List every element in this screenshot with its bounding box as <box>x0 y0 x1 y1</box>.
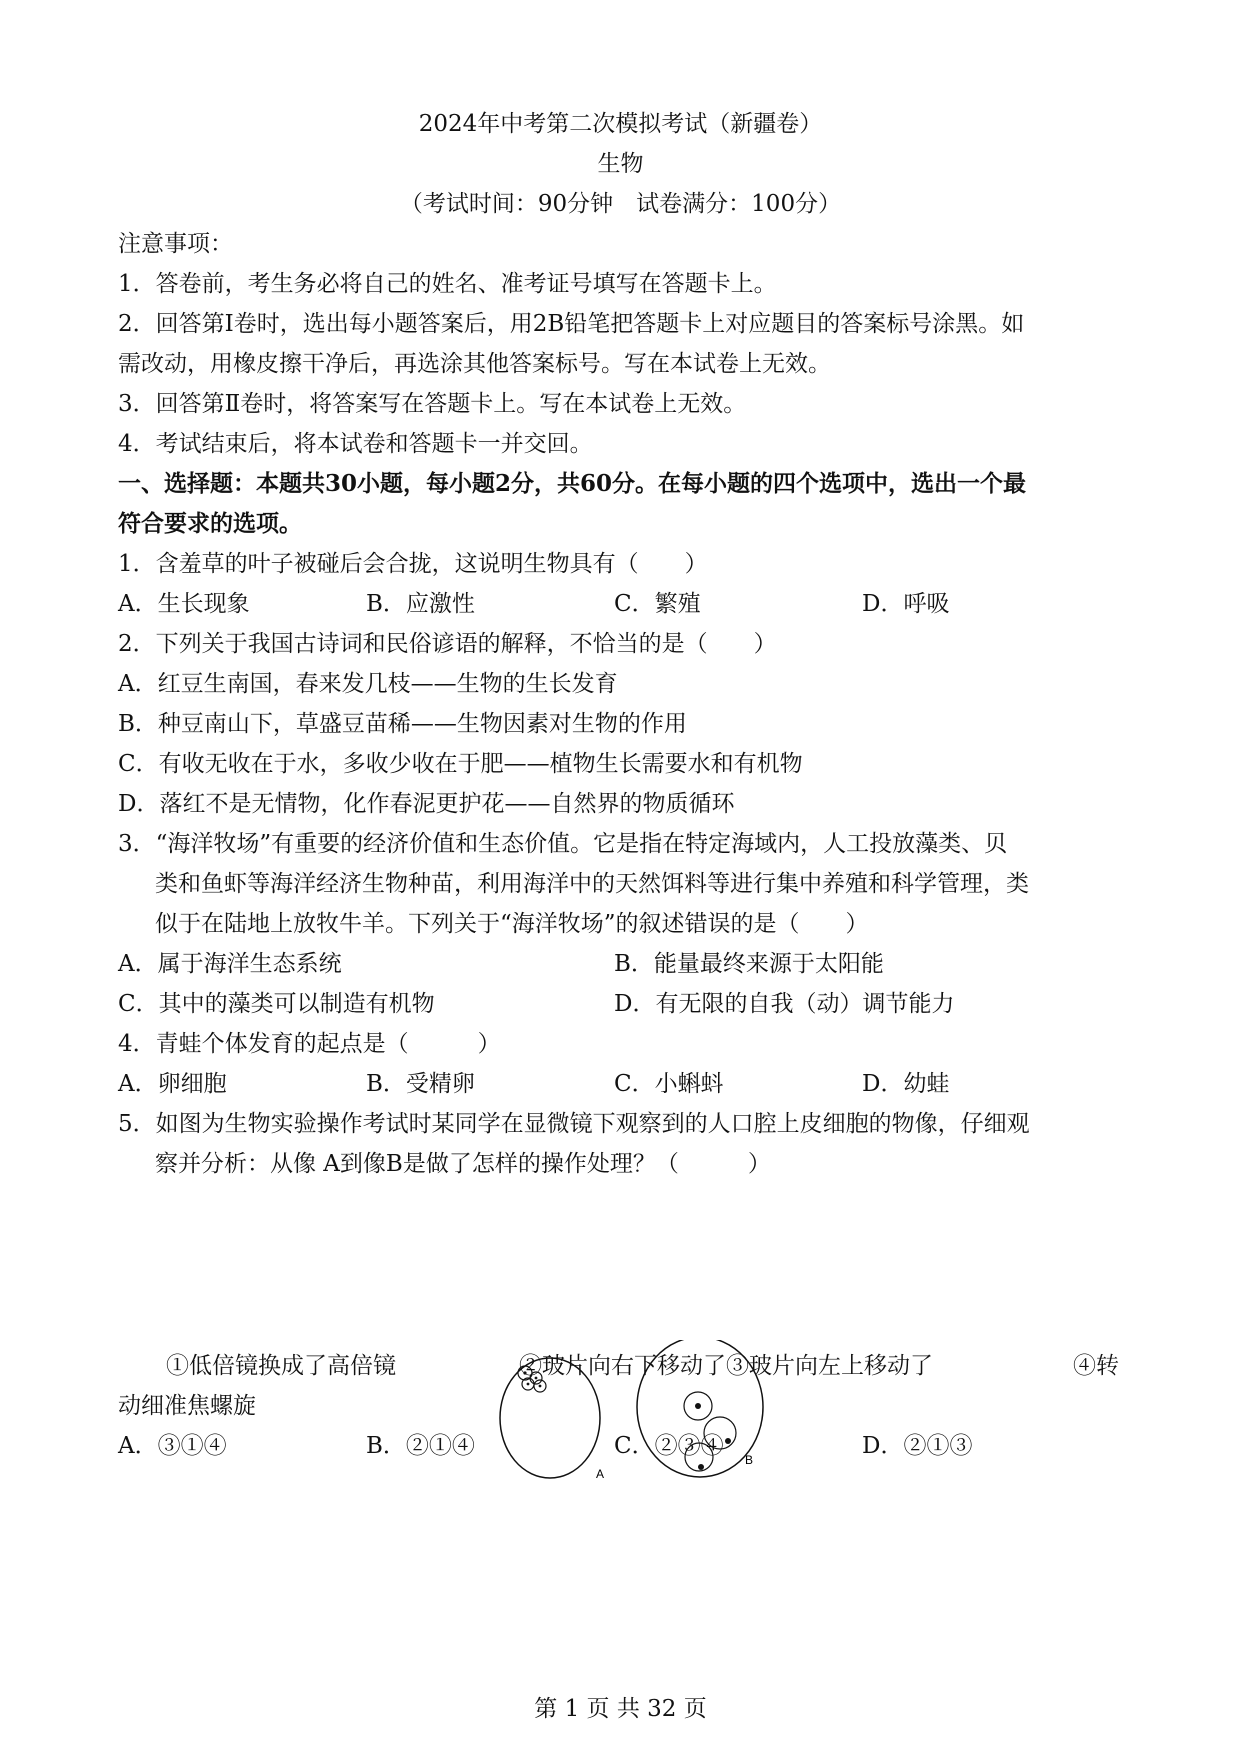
section-heading-a: 一、选择题：本题共30小题，每小题2分，共60分。在每小题的四个选项中，选出一个最 <box>118 470 1027 497</box>
q5-stem-2: 察并分析：从像 A到像B是做了怎样的操作处理？（ ） <box>155 1151 771 1177</box>
notice-item-4: 4．考试结束后，将本试卷和答题卡一并交回。 <box>118 431 593 457</box>
q2-option-c: C．有收无收在于水，多收少收在于肥——植物生长需要水和有机物 <box>118 751 803 777</box>
q3-option-c: C．其中的藻类可以制造有机物 <box>118 991 435 1017</box>
q1-option-a: A．生长现象 <box>118 591 250 617</box>
q5-option-b: B．②①④ <box>366 1433 475 1459</box>
q1-option-c: C．繁殖 <box>614 591 701 617</box>
view-a-label: A <box>596 1467 605 1480</box>
q5-option-c: C．②③④ <box>614 1433 724 1459</box>
notice-item-2b: 需改动，用橡皮擦干净后，再选涂其他答案标号。写在本试卷上无效。 <box>118 351 831 377</box>
q5-step-2-3: ②玻片向右下移动了③玻片向左上移动了 <box>519 1353 933 1379</box>
q4-option-d: D．幼蛙 <box>862 1071 950 1097</box>
q5-step-4a: ④转 <box>1073 1353 1119 1379</box>
q1-option-b: B．应激性 <box>366 591 475 617</box>
q4-option-c: C．小蝌蚪 <box>614 1071 724 1097</box>
subject-title: 生物 <box>597 151 644 177</box>
q3-option-d: D．有无限的自我（动）调节能力 <box>614 991 955 1017</box>
view-b-label: B <box>745 1453 754 1467</box>
q5-stem-1: 5．如图为生物实验操作考试时某同学在显微镜下观察到的人口腔上皮细胞的物像，仔细观 <box>118 1111 1030 1137</box>
notice-item-2a: 2．回答第Ⅰ卷时，选出每小题答案后，用2B铅笔把答题卡上对应题目的答案标号涂黑。如 <box>118 311 1025 337</box>
q2-option-d: D．落红不是无情物，化作春泥更护花——自然界的物质循环 <box>118 791 735 817</box>
q5-option-d: D．②①③ <box>862 1433 973 1459</box>
q2-stem: 2．下列关于我国古诗词和民俗谚语的解释，不恰当的是（ ） <box>118 631 777 657</box>
q4-stem: 4．青蛙个体发育的起点是（ ） <box>118 1031 501 1057</box>
notice-item-3: 3．回答第Ⅱ卷时，将答案写在答题卡上。写在本试卷上无效。 <box>118 391 747 417</box>
exam-title: 2024年中考第二次模拟考试（新疆卷） <box>418 111 823 137</box>
exam-info: （考试时间：90分钟 试卷满分：100分） <box>399 191 842 217</box>
notice-item-1: 1．答卷前，考生务必将自己的姓名、准考证号填写在答题卡上。 <box>118 271 777 297</box>
q5-step-1: ①低倍镜换成了高倍镜 <box>166 1353 396 1379</box>
q5-option-a: A．③①④ <box>118 1433 227 1459</box>
q2-option-b: B．种豆南山下，草盛豆苗稀——生物因素对生物的作用 <box>118 711 687 737</box>
q5-step-4b: 动细准焦螺旋 <box>118 1393 256 1419</box>
q1-option-d: D．呼吸 <box>862 591 950 617</box>
page-footer: 第 1 页 共 32 页 <box>534 1696 707 1722</box>
notice-heading: 注意事项： <box>118 231 233 257</box>
q4-option-a: A．卵细胞 <box>118 1071 227 1097</box>
q1-stem: 1．含羞草的叶子被碰后会合拢，这说明生物具有（ ） <box>118 551 708 577</box>
q3-stem-3: 似于在陆地上放牧牛羊。下列关于“海洋牧场”的叙述错误的是（ ） <box>155 911 869 937</box>
section-heading-b: 符合要求的选项。 <box>118 510 302 537</box>
q2-option-a: A．红豆生南国，春来发几枝——生物的生长发育 <box>118 671 618 697</box>
q4-option-b: B．受精卵 <box>366 1071 475 1097</box>
q3-option-a: A．属于海洋生态系统 <box>118 951 342 977</box>
q3-stem-2: 类和鱼虾等海洋经济生物种苗，利用海洋中的天然饵料等进行集中养殖和科学管理，类 <box>155 871 1029 897</box>
q3-stem-1: 3．“海洋牧场”有重要的经济价值和生态价值。它是指在特定海域内，人工投放藻类、贝 <box>118 831 1008 857</box>
q3-option-b: B．能量最终来源于太阳能 <box>614 951 884 977</box>
